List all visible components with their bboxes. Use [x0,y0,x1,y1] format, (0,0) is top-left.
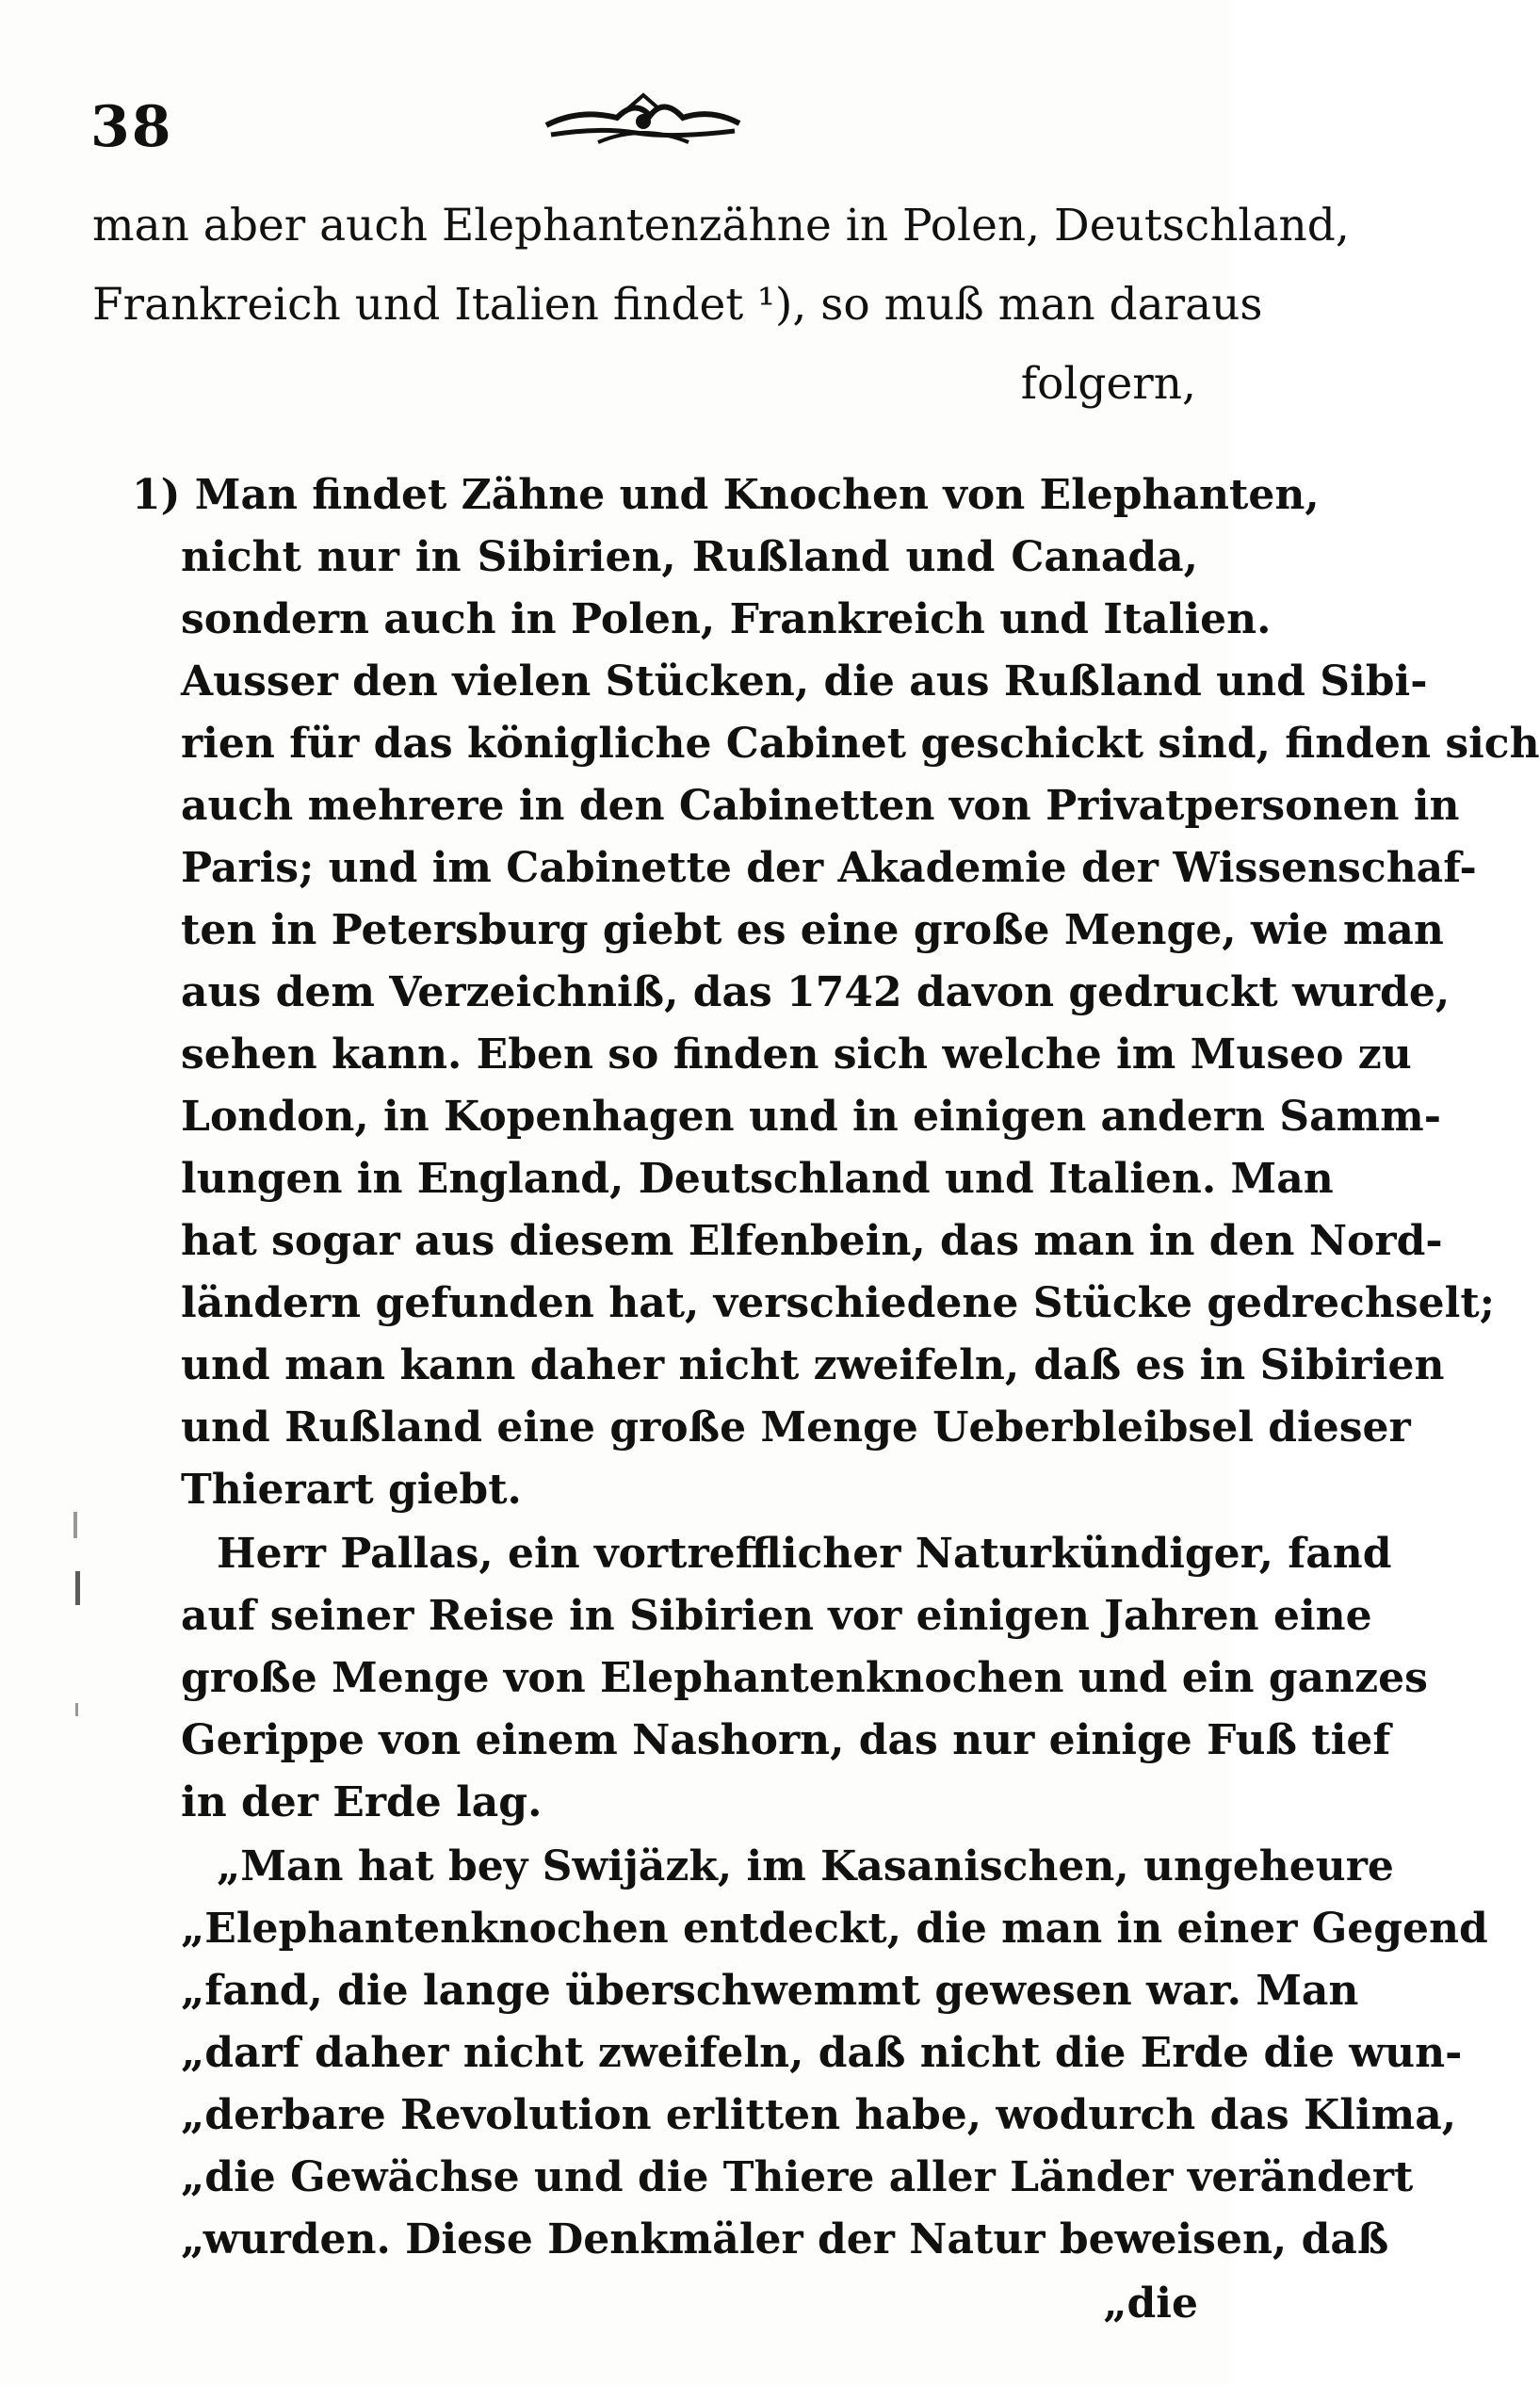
footnote-line: große Menge von Elephantenknochen und ein ganzes [181,1654,1428,1702]
footnote-line: Paris; und im Cabinette der Akademie der Wissenschaf- [181,844,1477,892]
body-line: Frankreich und Italien findet ¹), so muß man daraus [92,279,1263,331]
footnote-line: rien für das königliche Cabinet geschickt sind, finden sich [181,720,1540,768]
footnote-line: in der Erde lag. [181,1778,543,1826]
footnote-line: „die [1103,2280,1198,2328]
footnote-line: 1) Man findet Zähne und Knochen von Elephanten, [132,471,1320,519]
footnote-line: „Man hat bey Swijäzk, im Kasanischen, ungeheure [217,1842,1394,1890]
margin-mark [75,1571,80,1605]
footnote-line: Gerippe von einem Nashorn, das nur einige Fuß tief [181,1716,1391,1764]
footnote-line: und Rußland eine große Menge Ueberbleibsel dieser [181,1403,1411,1452]
ornament-icon [542,89,744,155]
page-number: 38 [90,94,173,160]
footnote-line: London, in Kopenhagen und in einigen andern Samm- [181,1093,1441,1141]
body-line: man aber auch Elephantenzähne in Polen, Deutschland, [92,200,1350,251]
footnote-line: auf seiner Reise in Sibirien vor einigen Jahren eine [181,1592,1372,1640]
footnote-line: „fand, die lange überschwemmt gewesen war. Man [181,1967,1359,2015]
footnote-line: „darf daher nicht zweifeln, daß nicht die Erde die wun- [181,2029,1463,2077]
footnote-line: ländern gefunden hat, verschiedene Stücke gedrechselt; [181,1279,1495,1327]
footnote-line: auch mehrere in den Cabinetten von Privatpersonen in [181,782,1460,830]
footnote-line: „die Gewächse und die Thiere aller Länder verändert [181,2153,1414,2201]
footnote-line: sehen kann. Eben so finden sich welche im Museo zu [181,1030,1412,1079]
footnote-line: und man kann daher nicht zweifeln, daß es in Sibirien [181,1341,1445,1389]
footnote-line: lungen in England, Deutschland und Italien. Man [181,1155,1334,1203]
margin-mark [73,1512,77,1538]
footnote-line: aus dem Verzeichniß, das 1742 davon gedruckt wurde, [181,968,1451,1016]
footnote-line: „wurden. Diese Denkmäler der Natur beweisen, daß [181,2215,1389,2263]
footnote-line: „derbare Revolution erlitten habe, wodurch das Klima, [181,2091,1457,2139]
footnote-line: sondern auch in Polen, Frankreich und Italien. [181,595,1272,643]
footnote-line: „Elephantenknochen entdeckt, die man in einer Gegend [181,1905,1488,1953]
footnote-line: Ausser den vielen Stücken, die aus Rußland und Sibi- [181,657,1428,706]
footnote-line: hat sogar aus diesem Elfenbein, das man in den Nord- [181,1217,1443,1265]
footnote-line: nicht nur in Sibirien, Rußland und Canada, [181,533,1198,581]
footnote-line: ten in Petersburg giebt es eine große Menge, wie man [181,906,1444,954]
footnote-line: Thierart giebt. [181,1466,522,1514]
margin-mark [75,1703,78,1716]
body-line: folgern, [1020,358,1196,410]
footnote-line: Herr Pallas, ein vortrefflicher Naturkündiger, fand [217,1530,1392,1578]
